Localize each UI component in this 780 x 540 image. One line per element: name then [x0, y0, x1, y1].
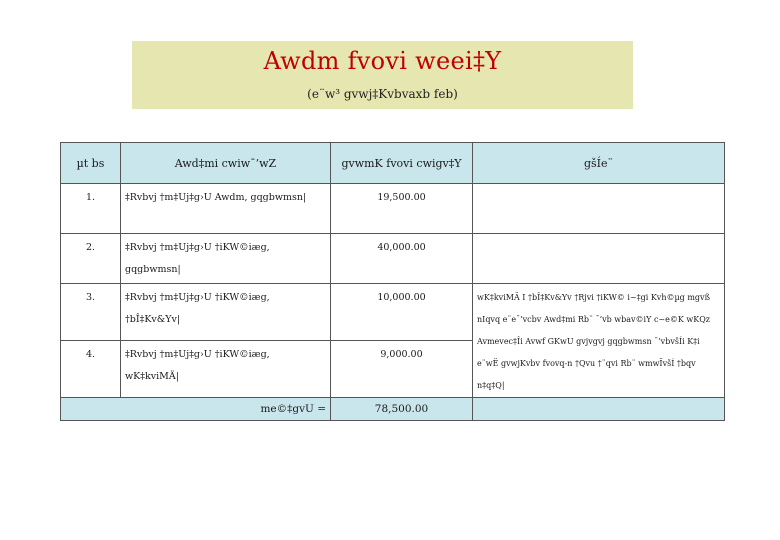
row-office: ‡Rvbvj †m‡Uj‡g›U †iKW©iæg, †bÎ‡Kv&Yv| — [121, 284, 331, 341]
table-header-row — [61, 143, 725, 184]
page-subtitle: (e¨w³ gvwj‡Kvbvaxb feb) — [307, 87, 458, 101]
row-serial: 1. — [61, 184, 121, 234]
row-amount: 40,000.00 — [331, 234, 473, 284]
total-row — [61, 398, 725, 421]
row-office: ‡Rvbvj †m‡Uj‡g›U †iKW©iæg, gqgbwmsn| — [121, 234, 331, 284]
header-office: Awd‡mi cwiw¯’wZ — [121, 143, 331, 184]
row-serial: 2. — [61, 234, 121, 284]
header-amount: gvwmK fvovi cwigv‡Y — [331, 143, 473, 184]
row-remarks — [473, 234, 725, 284]
table-row — [61, 284, 725, 341]
row-serial: 4. — [61, 341, 121, 398]
table-row — [61, 234, 725, 284]
total-amount: 78,500.00 — [331, 398, 473, 421]
total-remarks — [473, 398, 725, 421]
header-remarks: gšÍe¨ — [473, 143, 725, 184]
row-office: ‡Rvbvj †m‡Uj‡g›U Awdm, gqgbwmsn| — [121, 184, 331, 234]
row-amount: 10,000.00 — [331, 284, 473, 341]
row-serial: 3. — [61, 284, 121, 341]
row-amount: 9,000.00 — [331, 341, 473, 398]
row-office: ‡Rvbvj †m‡Uj‡g›U †iKW©iæg, wK‡kviMÄ| — [121, 341, 331, 398]
rent-table — [60, 142, 725, 421]
row-remarks — [473, 184, 725, 234]
table-row — [61, 184, 725, 234]
header-serial: µt bs — [61, 143, 121, 184]
row-amount: 19,500.00 — [331, 184, 473, 234]
page-title: Awdm fvovi weei‡Y — [263, 47, 502, 75]
remarks-note: wK‡kviMÄ I †bÎ‡Kv&Yv †Rjvi †iKW© i~‡gi Kvh©µg mgvß nIqvq e¨e¯’vcbv Awd‡mi Rb¨ ¯’vb wbav©iY c~e©K wKQz Avmevec‡Îi Avwf GKwU gvjvgvj gqgbwmsn ¯’vbvšÍi K‡i e¨wË gvwjKvbv fvovq-n †Qvu †¨qvi Rb¨ wmwÏvšÍ †bqv n‡q‡Q| — [473, 284, 725, 398]
total-label: me©‡gvU = — [61, 398, 331, 421]
title-banner — [132, 41, 633, 109]
